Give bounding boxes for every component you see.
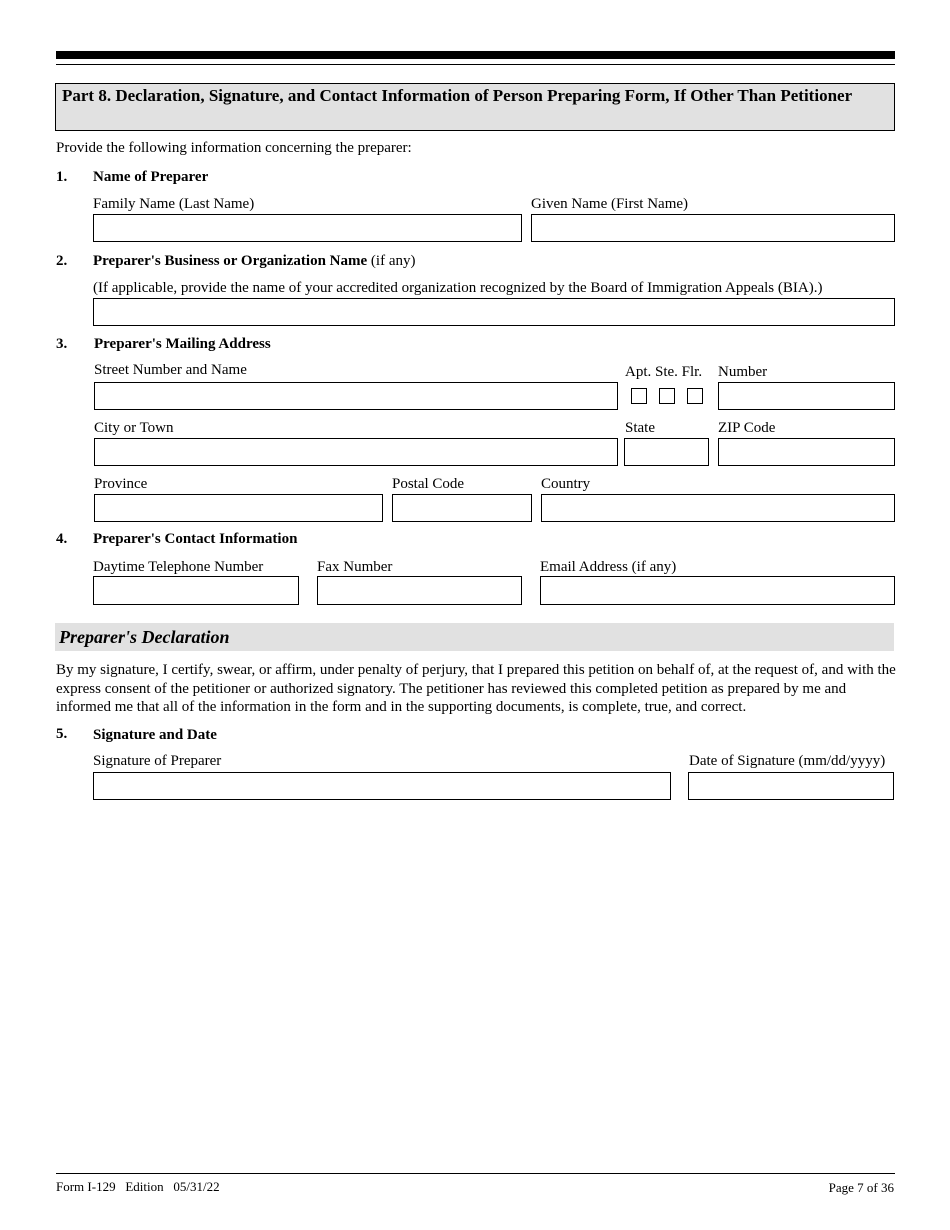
organization-name-input[interactable] — [93, 298, 895, 326]
signature-label: Signature of Preparer — [93, 753, 222, 769]
item2-title: Preparer's Business or Organization Name — [93, 253, 368, 269]
email-input[interactable] — [540, 576, 895, 605]
item5-number: 5. — [56, 726, 68, 742]
state-select[interactable] — [624, 438, 709, 466]
flr-checkbox[interactable] — [687, 388, 703, 404]
item3-number: 3. — [56, 336, 68, 352]
top-rule-thick — [56, 51, 895, 59]
item2-title-suffix: (if any) — [367, 253, 416, 269]
family-name-input[interactable] — [93, 214, 522, 242]
footer-form-id: Form I-129 Edition 05/31/22 — [56, 1179, 220, 1194]
item4-number: 4. — [56, 531, 68, 547]
postal-code-label: Postal Code — [392, 476, 465, 492]
apt-ste-flr-label: Apt. Ste. Flr. — [625, 364, 703, 380]
number-label: Number — [718, 364, 768, 380]
city-input[interactable] — [94, 438, 618, 466]
apt-number-input[interactable] — [718, 382, 895, 410]
declaration-header: Preparer's Declaration — [55, 623, 894, 651]
fax-label: Fax Number — [317, 559, 393, 575]
street-input[interactable] — [94, 382, 618, 410]
signature-date-input[interactable] — [688, 772, 894, 800]
fax-input[interactable] — [317, 576, 522, 605]
item2-note: (If applicable, provide the name of your accredited organization recognized by the Board of Immigration Appeals (BIA).) — [93, 280, 823, 296]
given-name-input[interactable] — [531, 214, 895, 242]
item3-title: Preparer's Mailing Address — [94, 336, 271, 352]
footer-rule — [56, 1173, 895, 1174]
intro-text: Provide the following information concerning the preparer: — [56, 140, 412, 156]
apt-checkbox[interactable] — [631, 388, 647, 404]
item2-number: 2. — [56, 253, 68, 269]
signature-input[interactable] — [93, 772, 671, 800]
item2-title-row — [93, 252, 415, 270]
item1-title: Name of Preparer — [93, 169, 209, 185]
country-label: Country — [541, 476, 591, 492]
email-label: Email Address (if any) — [540, 559, 677, 575]
zip-input[interactable] — [718, 438, 895, 466]
phone-label: Daytime Telephone Number — [93, 559, 264, 575]
province-label: Province — [94, 476, 148, 492]
declaration-text: By my signature, I certify, swear, or affirm, under penalty of perjury, that I prepared this petition on behalf of, at the request of, and with the express consent of the petitioner or authorized signatory. The petitioner has reviewed this completed petition as prepared by me and informed me that all of the information in the form and in the supporting documents, is complete, true, and correct. — [56, 662, 896, 715]
item5-title: Signature and Date — [93, 727, 217, 743]
given-name-label: Given Name (First Name) — [531, 196, 689, 212]
country-input[interactable] — [541, 494, 895, 522]
signature-date-label: Date of Signature (mm/dd/yyyy) — [689, 753, 886, 769]
phone-input[interactable] — [93, 576, 299, 605]
family-name-label: Family Name (Last Name) — [93, 196, 255, 212]
top-rule-thin — [56, 64, 895, 65]
street-label: Street Number and Name — [94, 362, 247, 378]
zip-label: ZIP Code — [718, 420, 776, 436]
ste-checkbox[interactable] — [659, 388, 675, 404]
city-label: City or Town — [94, 420, 174, 436]
postal-code-input[interactable] — [392, 494, 532, 522]
item1-number: 1. — [56, 169, 68, 185]
part-header: Part 8. Declaration, Signature, and Contact Information of Person Preparing Form, If Other Than Petitioner — [55, 83, 895, 131]
province-input[interactable] — [94, 494, 383, 522]
footer-page-number: Page 7 of 36 — [828, 1180, 894, 1195]
item4-title: Preparer's Contact Information — [93, 531, 298, 547]
state-label: State — [625, 420, 655, 436]
